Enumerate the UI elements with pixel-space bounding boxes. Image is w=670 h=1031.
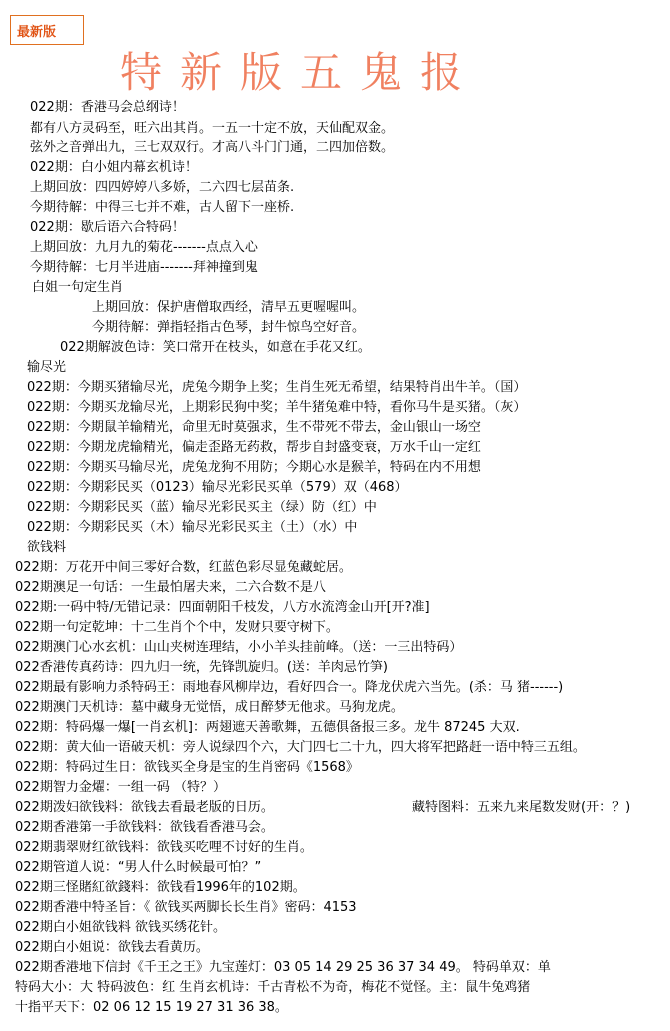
text-line: 今期待解：中得三七并不难，古人留下一座桥. — [30, 200, 295, 215]
edition-badge-label: 最新版 — [17, 25, 57, 40]
text-line: 022期：今期彩民买（0123）输尽光彩民买单（579）双（468） — [27, 480, 408, 495]
text-line: 022期:一码中特/无错记录：四面朝阳千枝发，八方水流湾金山开[开?准] — [15, 600, 430, 615]
text-line: 白姐一句定生肖 — [32, 280, 124, 295]
text-line: 022期：歇后语六合特码！ — [30, 220, 185, 235]
text-line: 022期白小姐说：欲钱去看黄历。 — [15, 940, 209, 955]
text-line: 022期泼妇欲钱料：欲钱去看最老版的日历。 — [15, 800, 274, 815]
text-line: 特码大小：大 特码波色：红 生肖玄机诗：千古青松不为奇，梅花不觉怪。主：鼠牛兔鸡猪 — [15, 980, 531, 995]
text-line: 022期：今期鼠羊输精光，命里无时莫强求，生不带死不带去，金山银山一场空 — [27, 420, 481, 435]
text-line: 022期翡翠财红欲钱料：欲钱买吃哩不讨好的生肖。 — [15, 840, 313, 855]
text-line: 欲钱料 — [27, 540, 67, 555]
text-line: 022期香港地下信封《千王之王》九宝莲灯：03 05 14 29 25 36 37 34 49。 特码单双：单 — [15, 960, 551, 975]
text-line: 022期香港中特圣旨：《 欲钱买两脚长长生肖》密码：4153 — [15, 900, 357, 915]
text-line: 022期：特码过生日：欲钱买全身是宝的生肖密码《1568》 — [15, 760, 359, 775]
text-line: 022期白小姐欲钱料 欲钱买绣花针。 — [15, 920, 226, 935]
text-line: 弦外之音弹出九，三七双双行。才高八斗门门通，二四加倍数。 — [30, 140, 395, 155]
text-line: 十指平天下：02 06 12 15 19 27 31 36 38。 — [15, 1000, 288, 1015]
text-line: 022期：白小姐内幕玄机诗！ — [30, 160, 198, 175]
text-line: 022期解波色诗：笑口常开在枝头，如意在手花又红。 — [60, 340, 371, 355]
text-line: 022期澳门天机诗：墓中藏身无觉悟，成日醉梦无他求。马狗龙虎。 — [15, 700, 404, 715]
text-line: 022香港传真药诗：四九归一统，先锋凯旋归。(送：羊肉忌竹笋) — [15, 660, 388, 675]
text-line: 上期回放：保护唐僧取西经，清早五更喔喔叫。 — [92, 300, 366, 315]
text-line: 022期香港第一手欲钱料：欲钱看香港马会。 — [15, 820, 274, 835]
text-line: 022期一句定乾坤：十二生肖个个中，发财只要守树下。 — [15, 620, 339, 635]
text-line: 022期澳门心水玄机：山山夹树连理结，小小羊头挂前峰。（送：一三出特码） — [15, 640, 463, 655]
text-line: 022期：今期买猪输尽光，虎兔今期争上奖；生肖生死无希望，结果特肖出牛羊。（国） — [27, 380, 527, 395]
text-line: 藏特图料：五来九来尾数发财(开：？) — [412, 800, 631, 815]
text-line: 都有八方灵码至，旺六出其肖。一五一十定不放，天仙配双金。 — [30, 121, 395, 136]
text-line: 022期：今期买马输尽光，虎兔龙狗不用防；今期心水是猴羊，特码在内不用想 — [27, 460, 481, 475]
text-line: 022期：今期彩民买（蓝）输尽光彩民买主（绿）防（红）中 — [27, 500, 377, 515]
text-line: 022期三怪賭紅欲錢料：欲钱看1996年的102期。 — [15, 880, 306, 895]
text-line: 022期管道人说：“男人什么时候最可怕？” — [15, 860, 262, 875]
text-line: 022期最有影响力杀特码王：雨地春风柳岸边，看好四合一。降龙伏虎六当先。(杀：马 猪------) — [15, 680, 564, 695]
text-line: 022期智力金燿：一组一码 （特？） — [15, 780, 226, 795]
text-line: 今期待解：七月半进庙-------拜神撞到鬼 — [30, 260, 258, 275]
text-line: 022期：今期龙虎输精光，偏走歪路无药救，帮步自封盛变衰，万水千山一定红 — [27, 440, 481, 455]
text-line: 022期：今期买龙输尽光，上期彩民狗中奖；羊牛猪兔难中特，看你马牛是买猪。（灰） — [27, 400, 527, 415]
text-line: 022期：特码爆一爆[一肖玄机]：两翅遮天善歌舞，五德俱备报三多。龙牛 87245 大双. — [15, 720, 520, 735]
text-line: 022期：万花开中间三零好合数，红蓝色彩尽显兔藏蛇居。 — [15, 560, 352, 575]
text-line: 022期：黄大仙一语破天机：旁人说绿四个六，大门四七二十九，四大将军把路赶一语中特三五组。 — [15, 740, 586, 755]
text-line: 022期澳足一句话：一生最怕屠夫来，二六合数不是八 — [15, 580, 326, 595]
text-line: 今期待解：弹指轻指古色琴，封牛惊鸟空好音。 — [92, 320, 366, 335]
text-line: 输尽光 — [27, 360, 67, 375]
text-line: 上期回放：九月九的菊花-------点点入心 — [30, 240, 258, 255]
page-title: 特新版五鬼报 — [119, 48, 480, 97]
text-line: 上期回放：四四婷婷八多娇，二六四七层苗条. — [30, 180, 295, 195]
text-line: 022期：香港马会总纲诗！ — [30, 100, 185, 115]
text-line: 022期：今期彩民买（木）输尽光彩民买主（土）（水）中 — [27, 520, 358, 535]
